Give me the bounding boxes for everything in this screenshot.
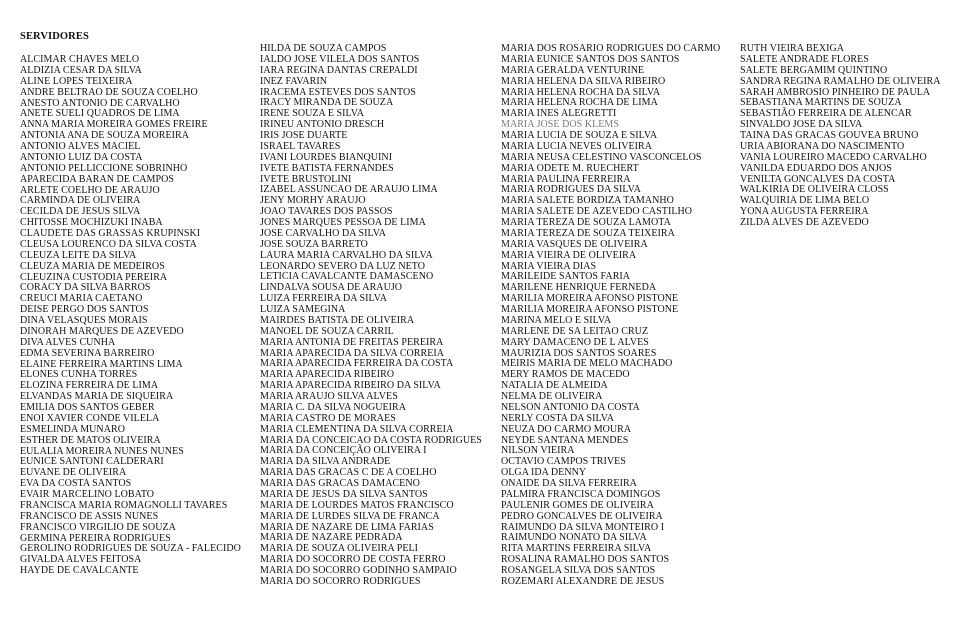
- name-entry: MARIA TEREZA DE SOUZA TEIXEIRA: [501, 227, 675, 239]
- name-entry: MARIA DE NAZARE DE LIMA FARIAS: [260, 521, 434, 533]
- name-entry: DEISE PERGO DOS SANTOS: [20, 304, 149, 316]
- name-entry: ANTONIO ALVES MACIEL: [20, 141, 141, 152]
- name-entry: ANNA MARIA MOREIRA GOMES FREIRE: [20, 119, 208, 131]
- name-entry: IVETE BATISTA FERNANDES: [260, 162, 394, 174]
- name-entry: LAURA MARIA CARVALHO DA SILVA: [260, 249, 433, 261]
- name-entry: MARIA DAS GRACAS DAMACENO: [260, 478, 420, 489]
- name-entry: MARY DAMACENO DE L ALVES: [501, 336, 649, 348]
- name-entry: ARLETE COELHO DE ARAUJO: [20, 184, 160, 196]
- name-entry: MARIA INES ALEGRETTI: [501, 108, 617, 120]
- name-entry: CLEUZA MARIA DE MEDEIROS: [20, 260, 165, 272]
- name-entry: PEDRO GONCALVES DE OLIVEIRA: [501, 510, 663, 522]
- name-entry: MEIRIS MARIA DE MELO MACHADO: [501, 358, 673, 370]
- name-entry: MARIA ODETE M. RUECHERT: [501, 162, 639, 174]
- name-entry: JONES MARQUES PESSOA DE LIMA: [260, 217, 426, 228]
- name-entry: IRINEU ANTONIO DRESCH: [260, 119, 385, 131]
- name-entry: SEBASTIÃO FERREIRA DE ALENCAR: [740, 108, 912, 120]
- name-entry: MARIA JOSE DOS KLEMS: [501, 119, 619, 131]
- name-entry: ELAINE FERREIRA MARTINS LIMA: [20, 358, 183, 370]
- name-entry: IRACY MIRANDA DE SOUZA: [260, 97, 394, 109]
- name-entry: VENILTA GONCALVES DA COSTA: [740, 173, 896, 185]
- name-entry: MARIA ANTONIA DE FREITAS PEREIRA: [260, 336, 444, 348]
- name-entry: ONAIDE DA SILVA FERREIRA: [501, 478, 637, 489]
- name-entry: MARIA NEUSA CELESTINO VASCONCELOS: [501, 151, 702, 163]
- name-entry: MARINA MELO E SILVA: [501, 314, 612, 326]
- name-entry: NELSON ANTONIO DA COSTA: [501, 401, 640, 413]
- name-entry: MARIA CASTRO DE MORAES: [260, 412, 396, 424]
- name-entry: IRENE SOUZA E SILVA: [260, 108, 365, 120]
- name-entry: NATALIA DE ALMEIDA: [501, 380, 608, 392]
- name-entry: SALETE BERGAMIM QUINTINO: [740, 64, 888, 76]
- name-entry: MARIA DE LOURDES MATOS FRANCISCO: [260, 499, 454, 511]
- name-entry: MARIA HELENA ROCHA DE LIMA: [501, 97, 658, 109]
- name-entry: IVANI LOURDES BIANQUINI: [260, 151, 393, 163]
- name-entry: MARILIA MOREIRA AFONSO PISTONE: [501, 304, 679, 315]
- name-entry: ANESTO ANTONIO DE CARVALHO: [20, 97, 180, 109]
- name-entry: ANTONIO LUIZ DA COSTA: [20, 151, 143, 163]
- name-entry: IRIS JOSE DUARTE: [260, 130, 348, 141]
- name-entry: MARIA DA SILVA ANDRADE: [260, 456, 391, 468]
- name-entry: ROZEMARI ALEXANDRE DE JESUS: [501, 575, 665, 587]
- name-entry: LINDALVA SOUSA DE ARAUJO: [260, 282, 403, 294]
- name-entry: EUVANE DE OLIVEIRA: [20, 467, 127, 479]
- name-entry: NELMA DE OLIVEIRA: [501, 391, 603, 402]
- name-entry: IARA REGINA DANTAS CREPALDI: [260, 64, 418, 76]
- name-entry: MARIA DE NAZARE PEDRADA: [260, 532, 403, 544]
- name-entry: FRANCISCO VIRGILIO DE SOUZA: [20, 521, 176, 533]
- name-entry: MARIA APARECIDA RIBEIRO: [260, 369, 395, 381]
- name-entry: MARIA DO SOCORRO DE COSTA FERRO: [260, 554, 446, 566]
- name-entry: NERLY COSTA DA SILVA: [501, 412, 615, 424]
- name-entry: MARIA VASQUES DE OLIVEIRA: [501, 238, 648, 250]
- name-entry: MARIA SALETE DE AZEVEDO CASTILHO: [501, 206, 693, 218]
- name-entry: ANTONIA ANA DE SOUZA MOREIRA: [20, 130, 190, 142]
- name-entry: MARILEIDE SANTOS FARIA: [501, 271, 631, 283]
- name-entry: MARIA DA CONCEICAO DA COSTA RODRIGUES: [260, 434, 482, 446]
- name-entry: LEONARDO SEVERO DA LUZ NETO: [260, 260, 426, 272]
- name-entry: TAINA DAS GRACAS GOUVEA BRUNO: [740, 130, 919, 141]
- section-heading: SERVIDORES: [20, 31, 89, 42]
- name-entry: ISRAEL TAVARES: [260, 140, 341, 152]
- name-column-2: [260, 44, 482, 588]
- name-entry: MARIA HELENA ROCHA DA SILVA: [501, 86, 661, 98]
- name-entry: MARIA TEREZA DE SOUZA LAMOTA: [501, 217, 671, 228]
- name-entry: RAIMUNDO DA SILVA MONTEIRO I: [501, 521, 665, 533]
- name-entry: VANIA LOUREIRO MACEDO CARVALHO: [740, 151, 927, 163]
- name-entry: LETICIA CAVALCANTE DAMASCENO: [260, 271, 434, 283]
- name-entry: ALDIZIA CESAR DA SILVA: [20, 64, 142, 76]
- name-entry: ROSALINA RAMALHO DOS SANTOS: [501, 554, 670, 566]
- name-entry: RAIMUNDO NONATO DA SILVA: [501, 532, 647, 544]
- name-entry: CLEUSA LOURENCO DA SILVA COSTA: [20, 238, 197, 250]
- name-entry: EVAIR MARCELINO LOBATO: [20, 489, 155, 500]
- name-entry: IRACEMA ESTEVES DOS SANTOS: [260, 86, 416, 98]
- name-entry: SINVALDO JOSE DA SILVA: [740, 119, 863, 131]
- name-entry: MARIA PAULINA FERREIRA: [501, 173, 631, 185]
- name-entry: VANILDA EDUARDO DOS ANJOS: [740, 162, 892, 174]
- name-entry: ZILDA ALVES DE AZEVEDO: [740, 217, 869, 228]
- name-entry: SEBASTIANA MARTINS DE SOUZA: [740, 97, 902, 109]
- name-entry: MARIA APARECIDA FERREIRA DA COSTA: [260, 358, 454, 370]
- name-entry: CHITOSSE MOCHIZUKI INABA: [20, 217, 163, 229]
- name-column-1: [20, 55, 241, 577]
- name-entry: GIVALDA ALVES FEITOSA: [20, 554, 142, 566]
- name-entry: MARIA DE JESUS DA SILVA SANTOS: [260, 488, 428, 500]
- name-entry: NEUZA DO CARMO MOURA: [501, 423, 632, 435]
- name-entry: MARIA APARECIDA RIBEIRO DA SILVA: [260, 380, 441, 392]
- name-entry: DINA VELASQUES MORAIS: [20, 315, 148, 326]
- name-entry: JOSE CARVALHO DA SILVA: [260, 227, 386, 239]
- name-entry: ELOZINA FERREIRA DE LIMA: [20, 380, 159, 392]
- name-entry: MARIA DO SOCORRO RODRIGUES: [260, 575, 421, 587]
- name-entry: OLGA IDA DENNY: [501, 467, 587, 479]
- name-entry: ALCIMAR CHAVES MELO: [20, 54, 140, 65]
- name-entry: MARIA DO SOCORRO GODINHO SAMPAIO: [260, 565, 457, 576]
- name-entry: MARIA RODRIGUES DA SILVA: [501, 184, 641, 196]
- name-entry: MARIA DAS GRACAS C DE A COELHO: [260, 467, 437, 479]
- name-entry: MAIRDES BATISTA DE OLIVEIRA: [260, 314, 415, 326]
- name-entry: YONA AUGUSTA FERREIRA: [740, 206, 869, 218]
- name-entry: ESTHER DE MATOS OLIVEIRA: [20, 434, 161, 446]
- name-entry: MARIA LUCIA NEVES OLIVEIRA: [501, 140, 653, 152]
- name-entry: MARIA DA CONCEIÇÃO OLIVEIRA I: [260, 445, 427, 457]
- name-entry: IZABEL ASSUNCAO DE ARAUJO LIMA: [260, 184, 438, 196]
- name-entry: MARIA GERALDA VENTURINE: [501, 64, 645, 76]
- name-entry: CECILDA DE JESUS SILVA: [20, 206, 141, 218]
- name-entry: CORACY DA SILVA BARROS: [20, 282, 151, 294]
- name-entry: JOSE SOUZA BARRETO: [260, 238, 368, 250]
- name-entry: CARMINDA DE OLIVEIRA: [20, 195, 141, 207]
- name-entry: HAYDE DE CAVALCANTE: [20, 565, 139, 577]
- name-entry: HILDA DE SOUZA CAMPOS: [260, 43, 387, 54]
- name-entry: GEROLINO RODRIGUES DE SOUZA - FALECIDO: [20, 543, 241, 555]
- name-entry: ANDRE BELTRAO DE SOUZA COELHO: [20, 86, 198, 98]
- name-entry: IALDO JOSE VILELA DOS SANTOS: [260, 53, 420, 65]
- name-entry: URIA ABIORANA DO NASCIMENTO: [740, 140, 905, 152]
- name-entry: MARLENE DE SA LEITAO CRUZ: [501, 325, 649, 337]
- name-entry: CLEUZINA CUSTODIA PEREIRA: [20, 271, 168, 283]
- name-entry: FRANCISCO DE ASSIS NUNES: [20, 510, 159, 522]
- name-entry: GERMINA PEREIRA RODRIGUES: [20, 532, 171, 544]
- name-entry: RUTH VIEIRA BEXIGA: [740, 43, 845, 54]
- name-entry: ESMELINDA MUNARO: [20, 423, 125, 435]
- name-entry: MARIA C. DA SILVA NOGUEIRA: [260, 401, 407, 413]
- name-entry: EVA DA COSTA SANTOS: [20, 478, 132, 490]
- name-entry: DINORAH MARQUES DE AZEVEDO: [20, 325, 184, 337]
- name-entry: APARECIDA BARAN DE CAMPOS: [20, 173, 174, 185]
- name-entry: IVETE BRUSTOLINI: [260, 173, 352, 185]
- name-entry: WALQUIRIA DE LIMA BELO: [740, 195, 870, 207]
- name-entry: MARIA LUCIA DE SOUZA E SILVA: [501, 130, 658, 141]
- name-entry: CREUCI MARIA CAETANO: [20, 293, 143, 305]
- name-entry: RITA MARTINS FERREIRA SILVA: [501, 543, 652, 555]
- name-entry: ANTONIO PELLICCIONE SOBRINHO: [20, 162, 188, 174]
- name-entry: JENY MORHY ARAUJO: [260, 195, 366, 207]
- name-entry: MARIA APARECIDA DA SILVA CORREIA: [260, 347, 445, 359]
- name-entry: PALMIRA FRANCISCA DOMINGOS: [501, 488, 661, 500]
- name-entry: CLAUDETE DAS GRASSAS KRUPINSKI: [20, 228, 201, 239]
- name-entry: SARAH AMBROSIO PINHEIRO DE PAULA: [740, 86, 931, 98]
- name-entry: DIVA ALVES CUNHA: [20, 336, 116, 348]
- name-entry: MARIA DE SOUZA OLIVEIRA PELI: [260, 543, 419, 555]
- name-entry: LUIZA FERREIRA DA SILVA: [260, 293, 388, 305]
- name-entry: ANETE SUELI QUADROS DE LIMA: [20, 108, 180, 120]
- name-entry: SALETE ANDRADE FLORES: [740, 53, 869, 65]
- name-entry: PAULENIR GOMES DE OLIVEIRA: [501, 499, 654, 511]
- name-entry: NILSON VIEIRA: [501, 445, 575, 457]
- name-entry: EMILIA DOS SANTOS GEBER: [20, 402, 155, 413]
- name-entry: ROSANGELA SILVA DOS SANTOS: [501, 565, 656, 576]
- name-entry: ALINE LOPES TEIXEIRA: [20, 75, 133, 87]
- name-entry: CLEUZA LEITE DA SILVA: [20, 249, 137, 261]
- name-entry: SANDRA REGINA RAMALHO DE OLIVEIRA: [740, 75, 941, 87]
- name-entry: MARIA CLEMENTINA DA SILVA CORREIA: [260, 423, 454, 435]
- name-entry: MARIA EUNICE SANTOS DOS SANTOS: [501, 53, 680, 65]
- name-entry: MARIA DOS ROSARIO RODRIGUES DO CARMO: [501, 43, 721, 54]
- name-entry: MARIA SALETE BORDIZA TAMANHO: [501, 195, 674, 207]
- name-entry: EDMA SEVERINA BARREIRO: [20, 347, 155, 359]
- name-entry: FRANCISCA MARIA ROMAGNOLLI TAVARES: [20, 499, 228, 511]
- name-entry: EUNICE SANTONI CALDERARI: [20, 456, 164, 468]
- name-entry: MAURIZIA DOS SANTOS SOARES: [501, 347, 657, 359]
- name-entry: MARIA VIEIRA DE OLIVEIRA: [501, 249, 637, 261]
- name-entry: ELONES CUNHA TORRES: [20, 369, 138, 381]
- name-entry: MARIA DE LURDES SILVA DE FRANCA: [260, 510, 440, 522]
- name-entry: MANOEL DE SOUZA CARRIL: [260, 325, 394, 337]
- name-entry: OCTAVIO CAMPOS TRIVES: [501, 456, 626, 468]
- name-entry: MARILENE HENRIQUE FERNEDA: [501, 282, 657, 294]
- name-entry: NEYDE SANTANA MENDES: [501, 434, 629, 446]
- name-column-4: [740, 44, 941, 229]
- name-entry: MARIA HELENA DA SILVA RIBEIRO: [501, 75, 666, 87]
- name-entry: MARIA VIEIRA DIAS: [501, 260, 597, 272]
- name-entry: ENOI XAVIER CONDE VILELA: [20, 412, 160, 424]
- name-entry: EULALIA MOREIRA NUNES NUNES: [20, 445, 184, 457]
- name-entry: INEZ FAVARIN: [260, 75, 327, 87]
- name-entry: MERY RAMOS DE MACEDO: [501, 369, 630, 381]
- name-entry: ELVANDAS MARIA DE SIQUEIRA: [20, 391, 174, 403]
- name-entry: WALKIRIA DE OLIVEIRA CLOSS: [740, 184, 889, 196]
- name-entry: MARIA ARAUJO SILVA ALVES: [260, 391, 398, 402]
- name-entry: JOAO TAVARES DOS PASSOS: [260, 206, 393, 218]
- name-column-3: [501, 44, 720, 588]
- name-entry: MARILIA MOREIRA AFONSO PISTONE: [501, 293, 679, 305]
- name-entry: LUIZA SAMEGINA: [260, 304, 346, 315]
